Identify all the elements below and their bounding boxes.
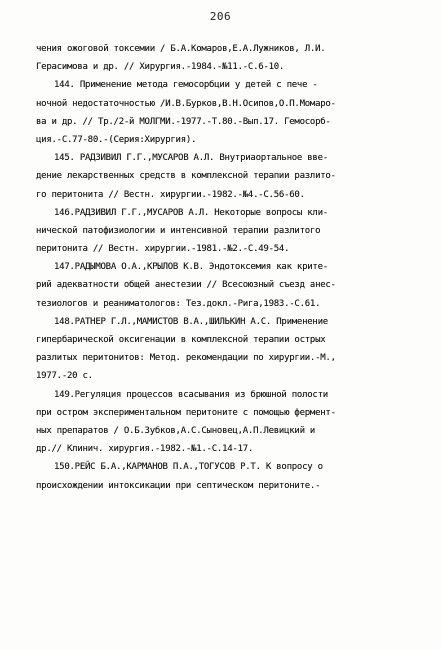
entry-line: происхождении интоксикации при септическом перитоните.- <box>36 480 321 491</box>
entry-line: 146.РАДЗИВИЛ Г.Г.,МУСАРОВ А.Л. Некоторые вопросы кли- <box>54 207 328 218</box>
entry-line: 145. РАДЗИВИЛ Г.Г.,МУСАРОВ А.Л. Внутриаортальное вве- <box>54 153 328 164</box>
page-number: 206 <box>209 10 232 23</box>
entry-line: Герасимова и др. // Хирургия.-1984.-№11.-С.6-10. <box>36 62 285 73</box>
entry-line: нической патофизиологии и интенсивной терапии разлитого <box>36 225 321 236</box>
entry-line: ных препаратов / О.Б.Зубков,А.С.Сыновец,А.П.Левицкий и <box>36 425 316 436</box>
entry-line: рий адекватности общей анестезии // Всесоюзный съезд анес- <box>36 280 336 291</box>
entry-line: го перитонита // Вестн. хирургии.-1982.-№4.-С.56-60. <box>36 189 305 200</box>
entry-line: при остром экспериментальном перитоните с помощью фермент- <box>36 407 336 418</box>
entry-line: 150.РЕЙС Б.А.,КАРМАНОВ П.А.,ТОГУСОВ Р.Т. К вопросу о <box>54 462 323 473</box>
entry-line: дение лекарственных средств в комплексной терапии разлито- <box>36 171 336 182</box>
entry-line: перитонита // Вестн. хирургии.-1981.-№2.-С.49-54. <box>36 244 290 255</box>
entry-line: гипербарической оксигенации в комплексной терапии острых <box>36 335 326 345</box>
entry-line: ночной недостаточностью /И.В.Бурков,В.Н.Осипов,О.П.Момаро- <box>36 98 336 109</box>
entry-line: др.// Клинич. хирургия.-1982.-№1.-С.14-17. <box>36 444 254 455</box>
entry-line: чения ожоговой токсемии / Б.А.Комаров,Е.А.Лужников, Л.И. <box>36 44 326 54</box>
entry-line: 147.РАДЫМОВА О.А.,КРЫЛОВ К.В. Эндотоксемия как крите- <box>54 262 328 273</box>
bibliography-text <box>36 40 406 495</box>
entry-line: ция.-С.77-80.-(Серия:Хирургия). <box>36 134 197 145</box>
entry-line: ва и др. // Тр./2-й МОЛГМИ.-1977.-Т.80.-Вып.17. Гемосорб- <box>36 116 331 127</box>
entry-line: 148.РАТНЕР Г.Л.,МАМИСТОВ В.А.,ШИЛЬКИН А.С. Применение <box>54 316 328 327</box>
entry-line: тезиологов и реаниматологов: Тез.докл.-Рига,1983.-С.61. <box>36 298 321 309</box>
entry-line: 1977.-20 с. <box>36 371 93 382</box>
entry-line: 144. Применение метода гемосорбции у детей с пече - <box>54 80 318 91</box>
entry-line: 149.Регуляция процессов всасывания из брюшной полости <box>54 389 328 400</box>
entry-line: разлитых перитонитов: Метод. рекомендации по хирургии.-М., <box>36 353 336 364</box>
